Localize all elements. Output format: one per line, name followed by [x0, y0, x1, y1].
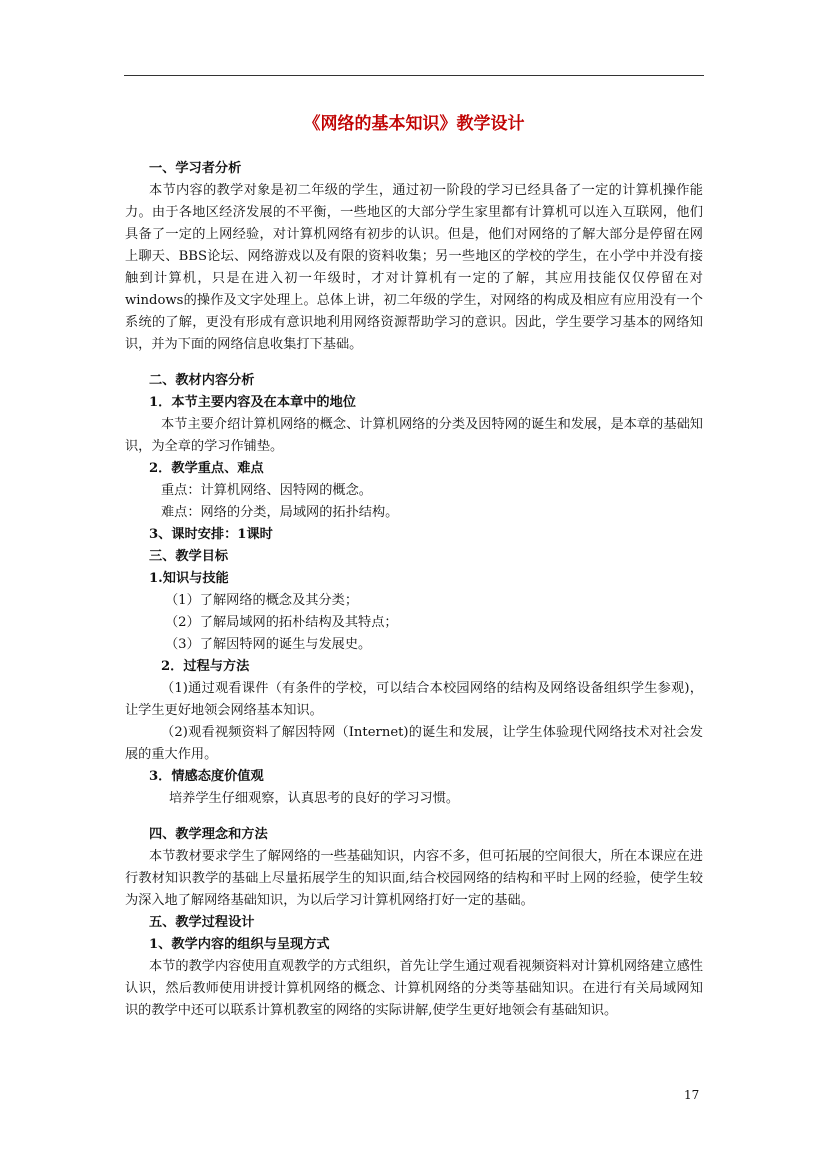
objective-item: （1）了解网络的概念及其分类；	[165, 593, 359, 608]
subheading-process-methods: 2．过程与方法	[161, 659, 250, 674]
section-heading-teaching-philosophy: 四、教学理念和方法	[149, 827, 268, 842]
objective-item: （2）了解局域网的拓朴结构及其特点；	[165, 615, 398, 630]
main-content-paragraph: 本节主要介绍计算机网络的概念、计算机网络的分类及因特网的诞生和发展，是本章的基础知识，为全章的学习作铺垫。	[125, 417, 703, 454]
subheading-class-hours: 3、课时安排：1课时	[149, 527, 273, 542]
subheading-main-content: 1．本节主要内容及在本章中的地位	[149, 395, 356, 410]
document-title: 《网络的基本知识》教学设计	[303, 114, 525, 134]
learner-analysis-paragraph: 本节内容的教学对象是初二年级的学生，通过初一阶段的学习已经具备了一定的计算机操作能力。由于各地区经济发展的不平衡，一些地区的大部分学生家里都有计算机可以连入互联网，他们具备了一定的上网经验，对计算机网络有初步的认识。但是，他们对网络的了解大部分是停留在网上聊天、BBS论坛、网络游戏以及有限的资料收集；另一些地区的学校的学生，在小学中并没有接触到计算机，只是在进入初一年级时，才对计算机有一定的了解，其应用技能仅仅停留在对windows的操作及文字处理上。总体上讲，初二年级的学生，对网络的构成及相应有应用没有一个系统的了解，更没有形成有意识地利用网络资源帮助学习的意识。因此，学生要学习基本的网络知识，并为下面的网络信息收集打下基础。	[125, 183, 703, 352]
spacer	[125, 356, 703, 370]
teaching-philosophy-paragraph: 本节教材要求学生了解网络的一些基础知识，内容不多，但可拓展的空间很大，所在本课应在进行教材知识教学的基础上尽量拓展学生的知识面,结合校园网络的结构和平时上网的经验，使学生较为深入地了解网络基础知识，为以后学习计算机网络打好一定的基础。	[125, 849, 703, 908]
section-heading-material-analysis: 二、教材内容分析	[149, 373, 255, 388]
process-item: （1)通过观看课件（有条件的学校，可以结合本校园网络的结构及网络设备组织学生参观)，让学生更好地领会网络基本知识。	[125, 681, 703, 718]
section-heading-teaching-objectives: 三、教学目标	[149, 549, 229, 564]
section-heading-learner-analysis: 一、学习者分析	[149, 161, 242, 176]
process-item: （2)观看视频资料了解因特网（Internet)的诞生和发展，让学生体验现代网络技术对社会发展的重大作用。	[125, 725, 703, 762]
objective-item: （3）了解因特网的诞生与发展史。	[165, 637, 372, 652]
attitudes-paragraph: 培养学生仔细观察，认真思考的良好的学习习惯。	[169, 791, 460, 806]
difficult-point-line: 难点：网络的分类，局域网的拓扑结构。	[161, 505, 399, 520]
subheading-attitudes-values: 3．情感态度价值观	[149, 769, 264, 784]
document-body	[125, 158, 703, 1022]
subheading-content-organization: 1、教学内容的组织与呈现方式	[149, 937, 330, 952]
content-organization-paragraph: 本节的教学内容使用直观教学的方式组织，首先让学生通过观看视频资料对计算机网络建立感性认识，然后教师使用讲授计算机网络的概念、计算机网络的分类等基础知识。在进行有关局域网知识的教学中还可以联系计算机教室的网络的实际讲解,使学生更好地领会有基础知识。	[125, 959, 703, 1018]
page-number: 17	[684, 1088, 700, 1102]
key-point-line: 重点：计算机网络、因特网的概念。	[161, 483, 372, 498]
spacer	[125, 810, 703, 824]
subheading-knowledge-skills: 1.知识与技能	[149, 571, 229, 586]
section-heading-teaching-process: 五、教学过程设计	[149, 915, 255, 930]
subheading-key-points: 2．教学重点、难点	[149, 461, 264, 476]
header-rule	[124, 75, 704, 76]
